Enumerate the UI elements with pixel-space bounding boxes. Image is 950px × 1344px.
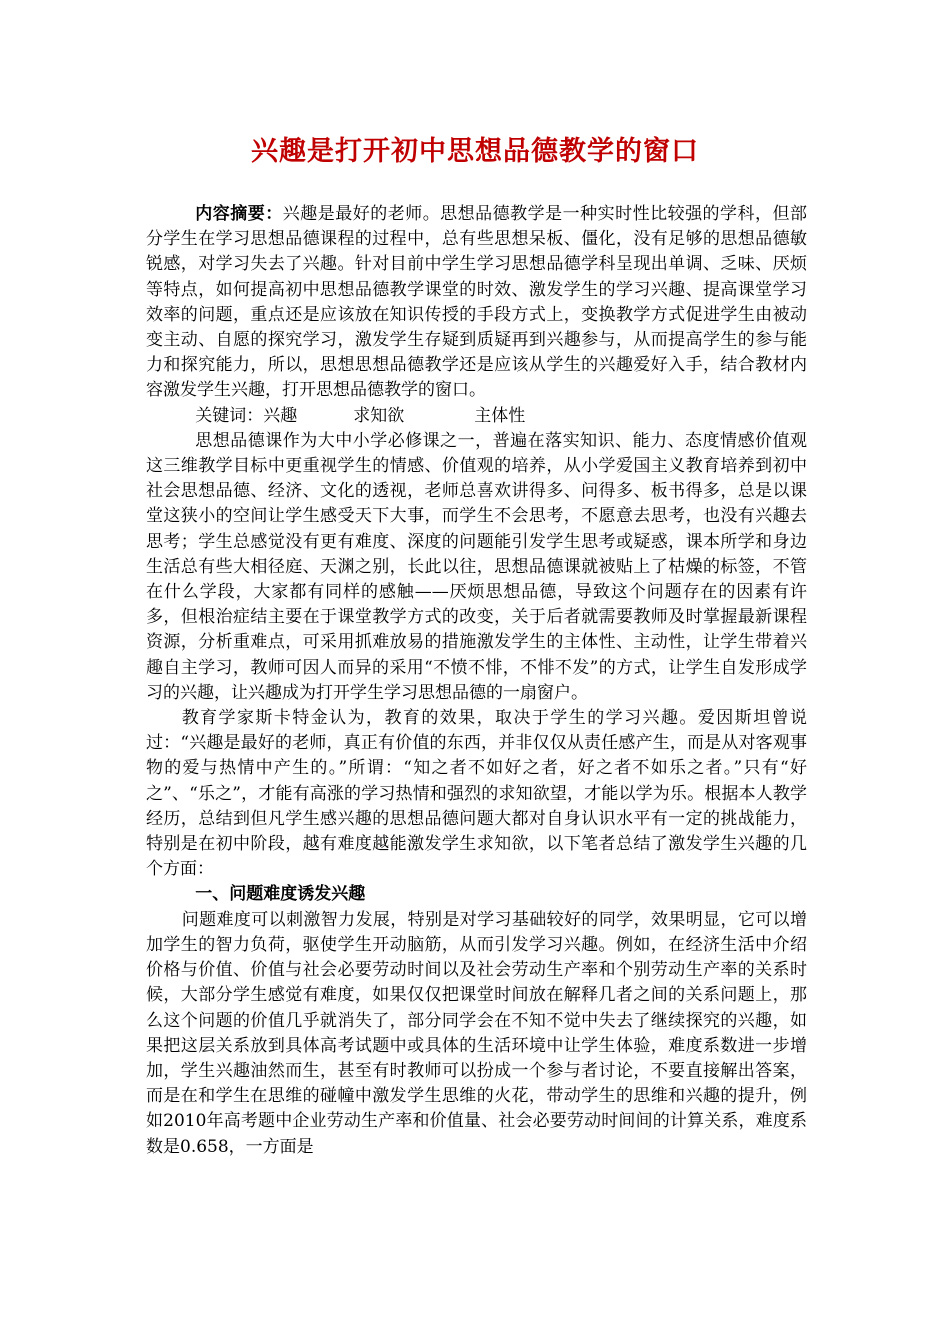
- body-paragraph: 思想品德课作为大中小学必修课之一，普遍在落实知识、能力、态度情感价值观这三维教学目标中更重视学生的情感、价值观的培养，从小学爱国主义教育培养到初中社会思想品德、经济、文化的透视，老师总喜欢讲得多、问得多、板书得多，总是以课堂这狭小的空间让学生感受天下大事，而学生不会思考，不愿意去思考，也没有兴趣去思考；学生总感觉没有更有难度、深度的问题能引发学生思考或疑惑，课本所学和身边生活总有些大相径庭、天渊之别，长此以往，思想品德课就被贴上了枯燥的标签，不管在什么学段，大家都有同样的感触——厌烦思想品德，导致这个问题存在的因素有许多，但根治症结主要在于课堂教学方式的改变，关于后者就需要教师及时掌握最新课程资源，分析重难点，可采用抓难放易的措施激发学生的主体性、主动性，让学生带着兴趣自主学习，教师可因人而异的采用“不愤不悱，不悱不发”的方式，让学生自发形成学习的兴趣，让兴趣成为打开学生学习思想品德的一扇窗户。: [146, 430, 807, 703]
- abstract-label: 内容摘要：: [195, 204, 283, 224]
- keywords-label: 关键词：: [195, 405, 264, 426]
- document-body: [146, 202, 807, 1160]
- abstract-text: 兴趣是最好的老师。思想品德教学是一种实时性比较强的学科，但部分学生在学习思想品德课程的过程中，总有些思想呆板、僵化，没有足够的思想品德敏锐感，对学习失去了兴趣。针对目前中学生学习思想品德学科呈现出单调、乏味、厌烦等特点，如何提高初中思想品德教学课堂的时效、激发学生的学习兴趣、提高课堂学习效率的问题，重点还是应该放在知识传授的手段方式上，变换教学方式促进学生由被动变主动、自愿的探究学习，激发学生存疑到质疑再到兴趣参与，从而提高学生的参与能力和探究能力，所以，思想思想品德教学还是应该从学生的兴趣爱好入手，结合教材内容激发学生兴趣，打开思想品德教学的窗口。: [146, 204, 808, 401]
- body-paragraph: 问题难度可以刺激智力发展，特别是对学习基础较好的同学，效果明显，它可以增加学生的智力负荷，驱使学生开动脑筋，从而引发学习兴趣。例如，在经济生活中介绍价格与价值、价值与社会必要劳动时间以及社会劳动生产率和个别劳动生产率的关系时候，大部分学生感觉有难度，如果仅仅把课堂时间放在解释几者之间的关系问题上，那么这个问题的价值几乎就消失了，部分同学会在不知不觉中失去了继续探究的兴趣，如果把这层关系放到具体高考试题中或具体的生活环境中让学生体验，难度系数进一步增加，学生兴趣油然而生，甚至有时教师可以扮成一个参与者讨论，不要直接解出答案，而是在和学生在思维的碰幢中激发学生思维的火花，带动学生的思维和兴趣的提升，例如2010年高考题中企业劳动生产率和价值量、社会必要劳动时间间的计算关系，难度系数是0.658，一方面是: [146, 909, 807, 1157]
- document-title: 兴趣是打开初中思想品德教学的窗口: [251, 136, 699, 167]
- keyword: 主体性: [474, 405, 526, 426]
- keywords-line: [146, 404, 807, 429]
- section-heading: 一、问题难度诱发兴趣: [195, 884, 366, 905]
- abstract-paragraph: [146, 202, 807, 404]
- body-paragraph: 教育学家斯卡特金认为，教育的效果，取决于学生的学习兴趣。爱因斯坦曾说过：“兴趣是最好的老师，真正有价值的东西，并非仅仅从责任感产生，而是从对客观事物的爱与热情中产生的。”所谓：“知之者不如好之者，好之者不如乐之者。”只有“好之”、“乐之”，才能有高涨的学习热情和强烈的求知欲望，才能以学为乐。根据本人教学经历，总结到但凡学生感兴趣的思想品德问题大都对自身认识水平有一定的挑战能力，特别是在初中阶段，越有难度越能激发学生求知欲，以下笔者总结了激发学生兴趣的几个方面：: [146, 708, 807, 880]
- keyword: 兴趣: [263, 405, 298, 426]
- keyword: 求知欲: [353, 405, 405, 426]
